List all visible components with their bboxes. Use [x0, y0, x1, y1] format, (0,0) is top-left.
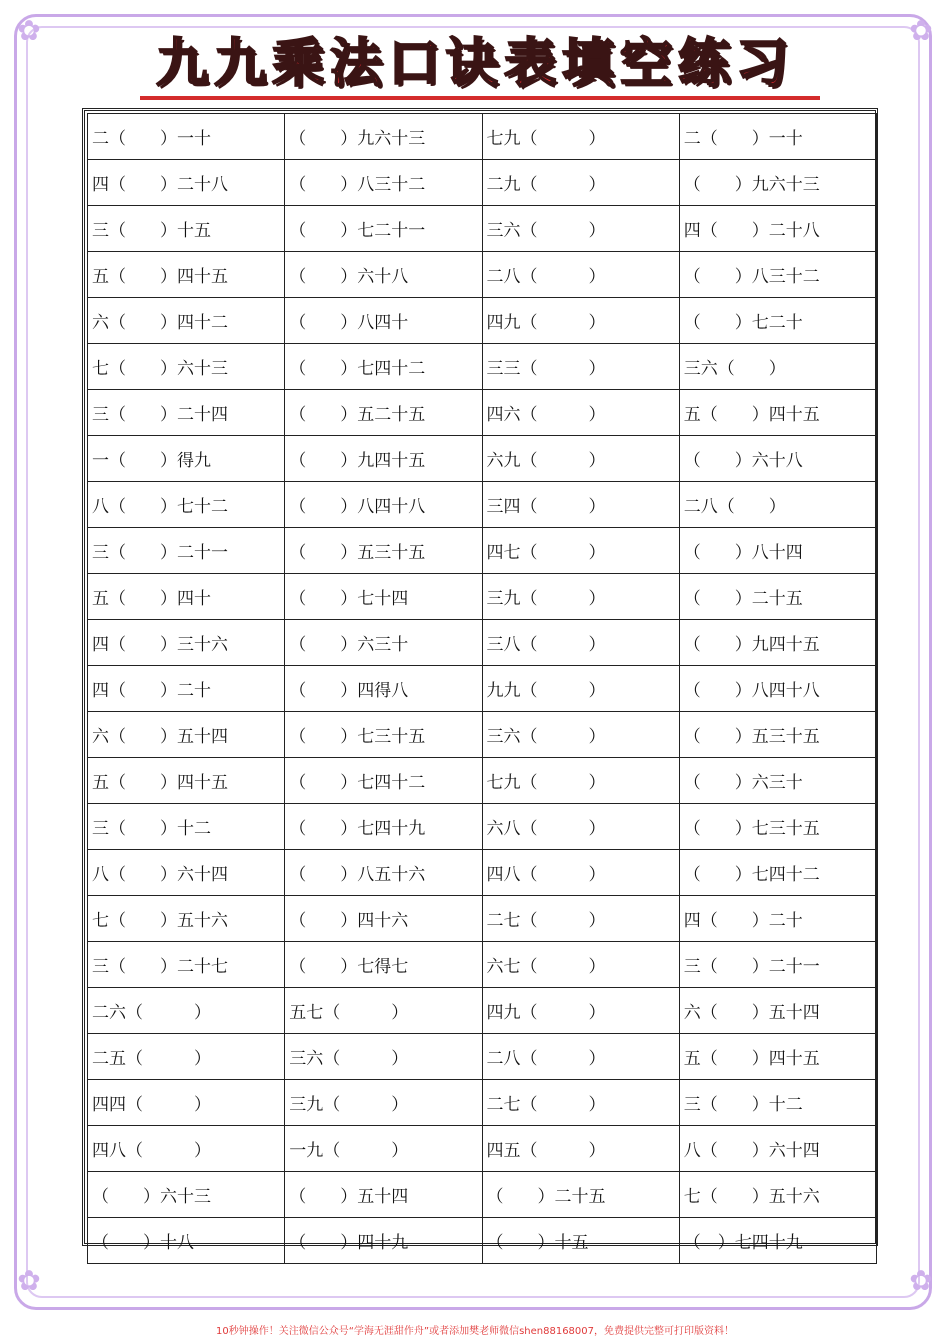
exercise-cell[interactable]: （ ）六十八	[679, 436, 876, 482]
exercise-cell[interactable]: 六（ ）五十四	[679, 988, 876, 1034]
table-row	[88, 1080, 877, 1126]
footer-note: 10秒钟操作！关注微信公众号“学海无涯甜作舟”或者添加樊老师微信shen88168007，免费提供完整可打印版资料！	[215, 1326, 735, 1337]
table-row	[88, 482, 877, 528]
exercise-cell[interactable]: 五（ ）四十五	[679, 390, 876, 436]
table-row	[88, 1126, 877, 1172]
exercise-cell[interactable]: 三六（ ）	[679, 344, 876, 390]
exercise-cell[interactable]: 六（ ）四十二	[88, 298, 285, 344]
page-title: 九九乘法口诀表填空练习	[155, 34, 794, 94]
table-row	[88, 206, 877, 252]
exercise-cell[interactable]: 七（ ）五十六	[88, 896, 285, 942]
exercise-cell[interactable]: （ ）四十六	[285, 896, 482, 942]
exercise-cell[interactable]: 三八（ ）	[482, 620, 679, 666]
exercise-cell[interactable]: （ ）八四十八	[679, 666, 876, 712]
exercise-cell[interactable]: 三（ ）二十七	[88, 942, 285, 988]
exercise-cell[interactable]: （ ）六三十	[285, 620, 482, 666]
exercise-cell[interactable]: （ ）四十九	[285, 1218, 482, 1264]
table-row	[88, 988, 877, 1034]
title-underline	[140, 96, 820, 100]
table-row	[88, 1034, 877, 1080]
exercise-cell[interactable]: 三（ ）十二	[88, 804, 285, 850]
exercise-cell[interactable]: （ ）二十五	[482, 1172, 679, 1218]
exercise-cell[interactable]: 四九（ ）	[482, 988, 679, 1034]
exercise-cell[interactable]: 三六（ ）	[482, 206, 679, 252]
table-row	[88, 436, 877, 482]
exercise-cell[interactable]: 一九（ ）	[285, 1126, 482, 1172]
exercise-cell[interactable]: （ ）七四十九	[679, 1218, 876, 1264]
exercise-cell[interactable]: （ ）六十三	[88, 1172, 285, 1218]
exercise-cell[interactable]: 七（ ）五十六	[679, 1172, 876, 1218]
title-area	[130, 30, 820, 102]
exercise-cell[interactable]: 三九（ ）	[285, 1080, 482, 1126]
exercise-cell[interactable]: 三（ ）二十一	[679, 942, 876, 988]
exercise-cell[interactable]: 三九（ ）	[482, 574, 679, 620]
exercise-cell[interactable]: （ ）七四十二	[679, 850, 876, 896]
table-row	[88, 942, 877, 988]
exercise-cell[interactable]: 三三（ ）	[482, 344, 679, 390]
exercise-cell[interactable]: （ ）九四十五	[285, 436, 482, 482]
exercise-cell[interactable]: （ ）七得七	[285, 942, 482, 988]
exercise-cell[interactable]: 四六（ ）	[482, 390, 679, 436]
table-row	[88, 804, 877, 850]
exercise-cell[interactable]: （ ）八十四	[679, 528, 876, 574]
table-row	[88, 114, 877, 160]
exercise-cell[interactable]: 六九（ ）	[482, 436, 679, 482]
table-row	[88, 1172, 877, 1218]
exercise-cell[interactable]: （ ）八五十六	[285, 850, 482, 896]
exercise-cell[interactable]: 六（ ）五十四	[88, 712, 285, 758]
exercise-cell[interactable]: （ ）八四十八	[285, 482, 482, 528]
exercise-cell[interactable]: 五（ ）四十	[88, 574, 285, 620]
exercise-cell[interactable]: 八（ ）六十四	[679, 1126, 876, 1172]
exercise-cell[interactable]: 二七（ ）	[482, 896, 679, 942]
flower-icon: ✿	[17, 14, 41, 47]
exercise-cell[interactable]: 二（ ）一十	[679, 114, 876, 160]
exercise-cell[interactable]: （ ）七三十五	[679, 804, 876, 850]
exercise-cell[interactable]: 九九（ ）	[482, 666, 679, 712]
exercise-cell[interactable]: 二八（ ）	[482, 1034, 679, 1080]
exercise-cell[interactable]: （ ）七二十	[679, 298, 876, 344]
table-row	[88, 252, 877, 298]
exercise-cell[interactable]: 三六（ ）	[285, 1034, 482, 1080]
exercise-cell[interactable]: 二（ ）一十	[88, 114, 285, 160]
table-row	[88, 390, 877, 436]
exercise-cell[interactable]: 五（ ）四十五	[88, 758, 285, 804]
flower-icon: ✿	[909, 1264, 933, 1297]
exercise-cell[interactable]: （ ）八三十二	[679, 252, 876, 298]
exercise-cell[interactable]: （ ）九四十五	[679, 620, 876, 666]
exercise-cell[interactable]: （ ）五三十五	[285, 528, 482, 574]
exercise-cell[interactable]: 四七（ ）	[482, 528, 679, 574]
exercise-cell[interactable]: 六八（ ）	[482, 804, 679, 850]
table-row	[88, 712, 877, 758]
exercise-cell[interactable]: （ ）五十四	[285, 1172, 482, 1218]
exercise-cell[interactable]: 八（ ）七十二	[88, 482, 285, 528]
exercise-cell[interactable]: 五（ ）四十五	[679, 1034, 876, 1080]
exercise-cell[interactable]: 五七（ ）	[285, 988, 482, 1034]
exercise-cell[interactable]: 三四（ ）	[482, 482, 679, 528]
exercise-cell[interactable]: 四（ ）三十六	[88, 620, 285, 666]
exercise-cell[interactable]: （ ）九六十三	[679, 160, 876, 206]
exercise-cell[interactable]: 一（ ）得九	[88, 436, 285, 482]
table-row	[88, 574, 877, 620]
exercise-cell[interactable]: 七（ ）六十三	[88, 344, 285, 390]
exercise-cell[interactable]: 二八（ ）	[679, 482, 876, 528]
flower-icon: ✿	[909, 14, 933, 47]
table-row	[88, 850, 877, 896]
exercise-cell[interactable]: （ ）八四十	[285, 298, 482, 344]
exercise-cell[interactable]: 四八（ ）	[482, 850, 679, 896]
table-row	[88, 666, 877, 712]
exercise-cell[interactable]: （ ）五三十五	[679, 712, 876, 758]
table-row	[88, 758, 877, 804]
exercise-cell[interactable]: 三（ ）二十一	[88, 528, 285, 574]
exercise-cell[interactable]: （ ）十八	[88, 1218, 285, 1264]
exercise-cell[interactable]: （ ）四得八	[285, 666, 482, 712]
exercise-cell[interactable]: （ ）五二十五	[285, 390, 482, 436]
exercise-cell[interactable]: 二八（ ）	[482, 252, 679, 298]
exercise-cell[interactable]: 四（ ）二十八	[679, 206, 876, 252]
exercise-cell[interactable]: 四八（ ）	[88, 1126, 285, 1172]
table-row	[88, 298, 877, 344]
exercise-cell[interactable]: （ ）八三十二	[285, 160, 482, 206]
exercise-cell[interactable]: 三（ ）二十四	[88, 390, 285, 436]
table-row	[88, 896, 877, 942]
exercise-cell[interactable]: 二六（ ）	[88, 988, 285, 1034]
exercise-cell[interactable]: 三（ ）十二	[679, 1080, 876, 1126]
exercise-cell[interactable]: 二九（ ）	[482, 160, 679, 206]
exercise-cell[interactable]: 四五（ ）	[482, 1126, 679, 1172]
exercise-cell[interactable]: 四（ ）二十	[88, 666, 285, 712]
exercise-cell[interactable]: （ ）七四十九	[285, 804, 482, 850]
exercise-cell[interactable]: （ ）七二十一	[285, 206, 482, 252]
exercise-cell[interactable]: 四九（ ）	[482, 298, 679, 344]
exercise-cell[interactable]: 三六（ ）	[482, 712, 679, 758]
table-row	[88, 1218, 877, 1264]
exercise-cell[interactable]: 三（ ）十五	[88, 206, 285, 252]
exercise-cell[interactable]: （ ）六三十	[679, 758, 876, 804]
exercise-cell[interactable]: （ ）七四十二	[285, 758, 482, 804]
exercise-cell[interactable]: （ ）七四十二	[285, 344, 482, 390]
exercise-cell[interactable]: 四（ ）二十八	[88, 160, 285, 206]
exercise-cell[interactable]: （ ）二十五	[679, 574, 876, 620]
table-row	[88, 344, 877, 390]
exercise-cell[interactable]: 五（ ）四十五	[88, 252, 285, 298]
exercise-cell[interactable]: 四（ ）二十	[679, 896, 876, 942]
exercise-cell[interactable]: 二五（ ）	[88, 1034, 285, 1080]
flower-icon: ✿	[17, 1264, 41, 1297]
exercise-cell[interactable]: （ ）九六十三	[285, 114, 482, 160]
table-row	[88, 620, 877, 666]
table-row	[88, 160, 877, 206]
exercise-cell[interactable]: （ ）六十八	[285, 252, 482, 298]
exercise-table	[87, 113, 877, 1264]
exercise-cell[interactable]: （ ）七十四	[285, 574, 482, 620]
exercise-cell[interactable]: （ ）十五	[482, 1218, 679, 1264]
exercise-cell[interactable]: 八（ ）六十四	[88, 850, 285, 896]
exercise-cell[interactable]: 七九（ ）	[482, 758, 679, 804]
exercise-cell[interactable]: 二七（ ）	[482, 1080, 679, 1126]
exercise-cell[interactable]: 七九（ ）	[482, 114, 679, 160]
worksheet	[82, 108, 878, 1253]
exercise-cell[interactable]: 六七（ ）	[482, 942, 679, 988]
table-row	[88, 528, 877, 574]
exercise-cell[interactable]: （ ）七三十五	[285, 712, 482, 758]
exercise-cell[interactable]: 四四（ ）	[88, 1080, 285, 1126]
